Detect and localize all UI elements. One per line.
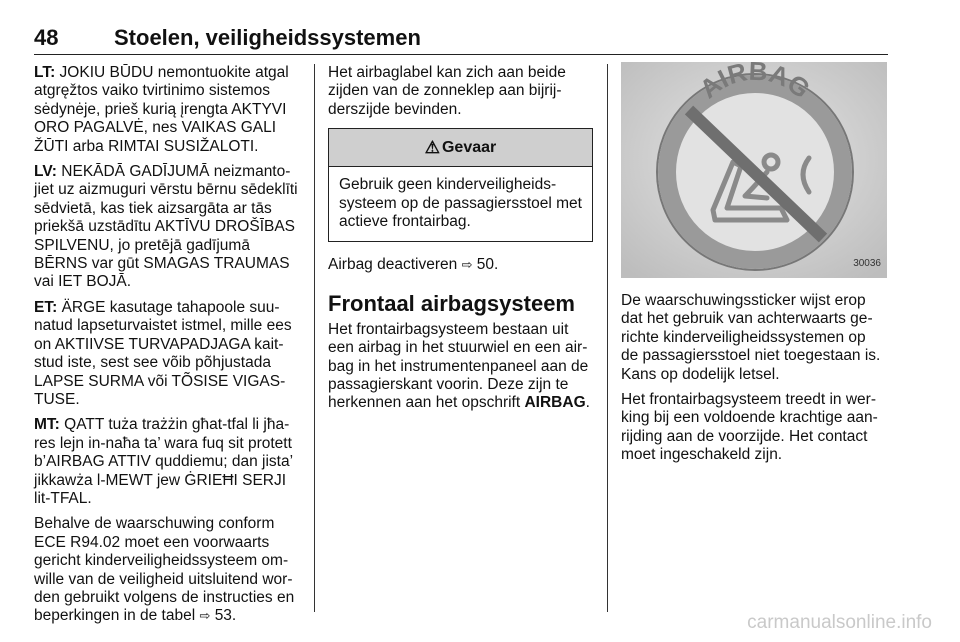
page-number: 48 xyxy=(34,25,59,50)
text-et: ÄRGE kasutage tahapoole suunatud lapseturvaistet istmel, mille ees on AKTIIVSE TURVAPADJAGA kaitstud iste, sest see võib põhjustada LAPSE SURMA või TÕSISE VIGASTUSE. xyxy=(34,298,292,408)
paragraph-section xyxy=(328,321,593,413)
warning-triangle-icon: ⚠ xyxy=(424,137,440,157)
page-title: Stoelen, veiligheidssystemen xyxy=(114,25,421,50)
watermark: carmanualsonline.info xyxy=(747,612,932,633)
paragraph-et xyxy=(34,299,300,409)
ref-arrow-icon: ⇨ xyxy=(461,257,473,273)
warning-box xyxy=(328,128,593,242)
sticker-word: AIRBAG xyxy=(693,62,817,105)
paragraph-sticker: De waarschuwingssticker wijst erop dat het gebruik van achterwaarts gerichte kinderveiligheidssystemen op de passagiersstoel niet toegestaan is. Kans op dodelijk letsel. xyxy=(621,292,881,383)
column-divider xyxy=(607,64,608,612)
warning-text: Gebruik geen kinderveiligheidssysteem op de passagiersstoel met actieve frontairbag. xyxy=(339,176,582,231)
ref-link-53[interactable]: 53. xyxy=(214,607,237,625)
ref-link-50[interactable]: 50. xyxy=(476,256,499,274)
column-divider xyxy=(314,64,315,612)
page-header xyxy=(34,20,888,55)
image-code: 30036 xyxy=(853,257,881,269)
warning-title: Gevaar xyxy=(441,138,497,156)
airbag-sticker-image xyxy=(621,62,887,278)
lang-label-mt: MT: xyxy=(34,416,60,434)
ref-arrow-icon: ⇨ xyxy=(199,608,211,624)
airbag-warning-sticker-icon xyxy=(621,62,887,278)
column-left xyxy=(34,64,300,633)
keyword-airbag: AIRBAG xyxy=(524,394,586,412)
paragraph-lt xyxy=(34,64,300,156)
paragraph-ece xyxy=(34,515,300,625)
column-middle xyxy=(328,64,593,420)
text-ece: Behalve de waarschuwing conform ECE R94.02 moet een voorwaarts gericht kinderveiligheidssysteem omwille van de veiligheid uitsluitend worden gebruikt volgens de instructies en beperkingen in de tabel xyxy=(34,515,295,625)
lang-label-et: ET: xyxy=(34,298,58,316)
paragraph-intro: Het airbaglabel kan zich aan beide zijden van de zonneklep aan bijrijderszijde bevinden. xyxy=(328,64,566,118)
lang-label-lv: LV: xyxy=(34,163,57,181)
section-heading: Frontaal airbagsysteem xyxy=(328,290,575,316)
text-lt: JOKIU BŪDU nemontuokite atgal atgręžtos vaiko tvirtinimo sistemos sėdynėje, prieš kurią įrengta AKTYVI ORO PAGALVĖ, nes VAIKAS GALI ŽŪTI arba RIMTAI SUSIŽALOTI. xyxy=(34,64,289,155)
text-deactivate: Airbag deactiveren xyxy=(328,256,458,274)
warning-header xyxy=(329,129,592,167)
column-right xyxy=(621,62,887,472)
paragraph-trigger: Het frontairbagsysteem treedt in werking bij een voldoende krachtige aanrijding aan de voorzijde. Het contact moet ingeschakeld zijn. xyxy=(621,391,878,464)
text-section: Het frontairbagsysteem bestaan uit een airbag in het stuurwiel en een airbag in het instrumentenpaneel aan de passagierskant voorin. Deze zijn te herkennen aan het opschrift xyxy=(328,320,589,412)
text-mt: QATT tuża trażżin għat-tfal li jħares lejn in-naħa ta’ wara fuq sit protett b’AIRBAG ATTIV quddiemu; dan jista’ jikkawża l-MEWT jew ĠRIEĦI SERJI lit-TFAL. xyxy=(34,416,293,507)
paragraph-mt xyxy=(34,416,300,508)
paragraph-lv xyxy=(34,163,300,292)
lang-label-lt: LT: xyxy=(34,64,56,81)
paragraph-deactivate xyxy=(328,256,593,274)
text-lv: NEKĀDĀ GADĪJUMĀ neizmantojiet uz aizmuguri vērstu bērnu sēdeklīti sēdvietā, kas tiek aizsargāta ar tās priekšā uzstādītu AKTĪVU DROŠĪBAS SPILVENU, jo pretējā gadījumā BĒRNS var gūt SMAGAS TRAUMAS vai IET BOJĀ. xyxy=(34,163,298,291)
text-section-end: . xyxy=(585,394,590,412)
